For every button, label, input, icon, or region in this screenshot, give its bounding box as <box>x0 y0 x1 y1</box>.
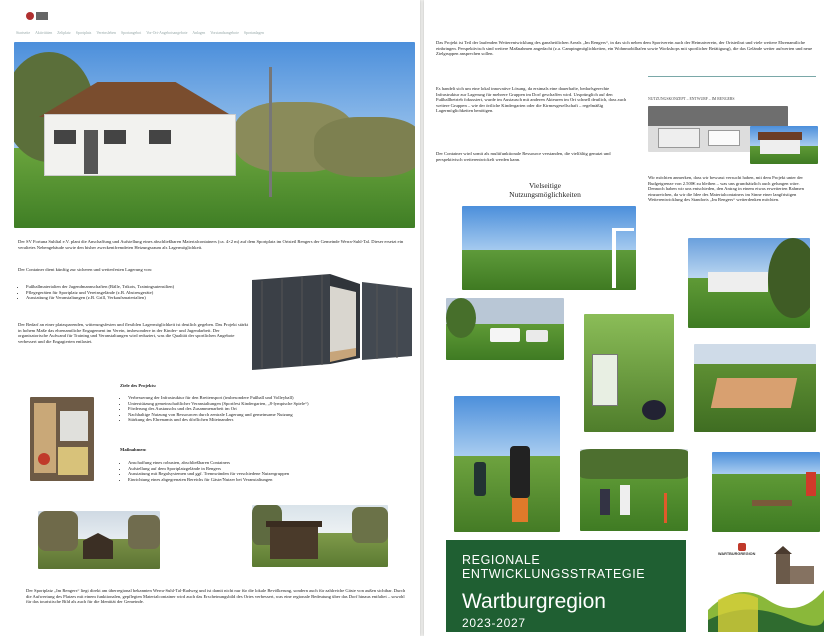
concept-house-photo <box>750 126 818 164</box>
list-item: • Pflegegeräten für Sportplatz und Vereinsgelände (z.B. Abstreugeräte) <box>26 290 266 296</box>
banner-line-1: REGIONALE ENTWICKLUNGSSTRATEGIE <box>462 553 646 581</box>
right-page <box>424 0 826 636</box>
list-item: • Unterstützung gemeinschaftlicher Veranstaltungen (Sportfest Kindergarten, „8-lympische Spiele“) <box>128 401 418 407</box>
volleyball-court-photo <box>694 344 816 432</box>
paragraph-1: Das Projekt ist Teil der laufenden Weiterentwicklung des ganzheitlichen Areals „Im Rengers“, in das sich neben dem Sportverein auch der Heimatverein, der Ortsteilrat und viele weitere Ehrenamtliche einbringen. Perspektivisch sind weitere Maßnahmen angedacht (z.a. Campingmöglichkeiten, ein Wohnmobilhafen sowie Workshops mit sportlicher Betätigung), die das Gelände weiter aufwerten und neue Zielgruppen ansprechen sollen. <box>436 40 813 57</box>
divider-line <box>648 76 816 77</box>
kids-play-photo <box>454 396 560 532</box>
campers-photo <box>446 298 564 360</box>
nav-bar <box>16 31 316 36</box>
paragraph-2: Es handelt sich um eine lokal innovative Lösung, da erstmals eine dauerhafte, bedarfsgerechte Infrastruktur zur Lagerung für mehrere Gruppen im Dorf geschaffen wird. Ursprünglich auf den Fußballbetrieb fokussiert, wurde im Austausch mit anderen Akteuren im Ort schnell deutlich, dass auch weitere Gruppen – wie der örtliche Kindergarten oder die Kirmesgesellschaft – regelmäßig Lagermöglichkeiten benötigen. <box>436 86 627 114</box>
budget-text: Wir möchten anmerken, dass wir bewusst versucht haben, mit dem Projekt unter der Budgetgrenze von 2.500€ zu bleiben – was uns grundsätzlich auch gelungen wäre. Dennoch haben wir uns entschieden, den Antrag in einem etwas erweiterten Rahmen einzureichen, da wir die Idee des Materialcontainers im Sinne einer langfristigen Weiterentwicklung des Standorts „Im Rengers“ weiterdenken möchten. <box>648 175 804 203</box>
measures-list <box>120 460 418 482</box>
nav-item[interactable]: Startseite <box>16 31 31 35</box>
list-item: • Einrichtung eines abgegrenzten Bereichs für Gäste/Nutzer bei Veranstaltungen <box>128 477 418 483</box>
list-item: • Anschaffung eines robusten, abschließbaren Containers <box>128 460 418 466</box>
nav-item[interactable]: Sportplatz <box>75 31 92 35</box>
usage-heading-line-2: Nutzungsmöglichkeiten <box>509 190 581 199</box>
clubhouse-side-photo <box>688 238 810 328</box>
landscape-hills-icon <box>708 540 824 632</box>
nav-item[interactable]: Anlagen <box>192 31 206 35</box>
nav-item[interactable]: Vorstandsangebote <box>210 31 239 35</box>
kindergarten-event-photo <box>580 449 688 531</box>
needs-text: Der Bedarf an einer platzsparenden, witterungsfesten und flexiblen Lagermöglichkeit ist deutlich gegeben. Das Projekt stärkt in hohem Maße das ehrenamtliche Engagement im Verein, insbesondere in der Kinder- und Jugendarbeit. Der organisatorische Aufwand für Training und Veranstaltungen wird reduziert, was die Qualität der sportlichen Angebote verbessert und die Engagierten entlastet. <box>18 322 249 344</box>
measures-heading: Maßnahmen: <box>120 447 147 452</box>
usage-heading-line-1: Vielseitige <box>528 181 562 190</box>
forest-signboard-photo <box>584 314 674 432</box>
nav-item[interactable]: Vereinsleben <box>96 31 116 35</box>
old-shed-photo-1 <box>38 511 160 569</box>
intro-text: Der SV Fortuna Suhltal e.V. plant die Anschaffung und Aufstellung eines abschließbaren Materialcontainers (ca. 4×2 m) auf dem Sportplatz im Ortsteil Rengers der Gemeinde Werra-Suhl-Tal. Dieser ersetzt ein veraltetes Nebengebäude sowie den bisher zweckentfremdeten Heizungsraum als Lagermöglichkeit. <box>18 239 404 250</box>
nav-item[interactable]: Sportangebot <box>120 31 142 35</box>
list-item: • Ausstattung für Veranstaltungen (z.B. Grill, Verkaufsmaterialien) <box>26 295 266 301</box>
list-item: • Fußballmaterialien der Jugendmannschaften (Bälle, Trikots, Trainingsutensilien) <box>26 284 266 290</box>
wartburg-graphic <box>708 540 824 632</box>
usage-heading <box>460 181 630 199</box>
list-item: • Stärkung des Ehrenamts und des dörflichen Miteinanders <box>128 417 418 423</box>
field-goal-photo <box>462 206 636 290</box>
footer-text: Der Sportplatz „Im Rengers“ liegt direkt am überregional bekannten Werra-Suhl-Tal-Radweg und ist damit nicht nur für die lokale Bevölkerung, sondern auch für zahlreiche Gäste von außen sichtbar. Durch die Aufwertung des Platzes mit einem funktionalen, gepflegten Materialcontainer wird auch das Erscheinungsbild des Ortes verbessert, was eine regionale Bedeutung über das Dorf hinaus entfaltet – sowohl für das touristische Bild als auch für die Identität der Gemeinde. <box>26 588 406 605</box>
list-item: • Aufstellung auf dem Sportplatzgelände in Rengers <box>128 466 418 472</box>
nav-item[interactable]: Sportanlagen <box>243 31 264 35</box>
nav-item[interactable]: Vor-Ort-Angebotsangebote <box>146 31 188 35</box>
hero-clubhouse-photo <box>14 42 415 228</box>
storage-room-photo <box>30 397 94 481</box>
regional-strategy-banner <box>446 540 686 632</box>
wartburg-logo-text: WARTBURGREGION <box>718 552 756 556</box>
nav-item[interactable]: Zeltplatz <box>57 31 71 35</box>
paragraph-3: Der Container wird somit als multifunktionale Ressource verstanden, die vielfältig genutzt und perspektivisch weiterentwickelt werden kann. <box>436 151 611 162</box>
club-logo-icon <box>20 9 52 23</box>
concept-label: NUTZUNGSKONZEPT – ENTWURF – IM RENGERS <box>648 97 735 101</box>
banner-years: 2023-2027 <box>462 616 526 630</box>
nav-item[interactable]: Aktivitäten <box>35 31 53 35</box>
container-illustration <box>252 272 414 372</box>
usage-intro: Der Container dient künftig zur sicheren und wetterfesten Lagerung von: <box>18 267 153 272</box>
usage-list <box>18 284 266 301</box>
list-item: • Nachhaltige Nutzung von Ressourcen durch zentrale Lagerung und gemeinsame Nutzung <box>128 412 418 418</box>
goals-list <box>120 395 418 423</box>
bench-photo <box>712 452 820 532</box>
list-item: • Ausstattung mit Regalsystemen und ggf. Trennwänden für verschiedene Nutzergruppen <box>128 471 418 477</box>
banner-title: Wartburgregion <box>462 590 606 613</box>
list-item: • Förderung des Austauschs und des Zusammenarbeit im Ort <box>128 406 418 412</box>
storage-container-icon <box>252 272 414 372</box>
list-item: • Verbesserung der Infrastruktur für den Breitensport (insbesondere Fußball und Volleyball) <box>128 395 418 401</box>
logo <box>20 9 52 23</box>
old-shed-photo-2 <box>252 505 388 567</box>
goals-heading: Ziele des Projekts: <box>120 383 157 388</box>
